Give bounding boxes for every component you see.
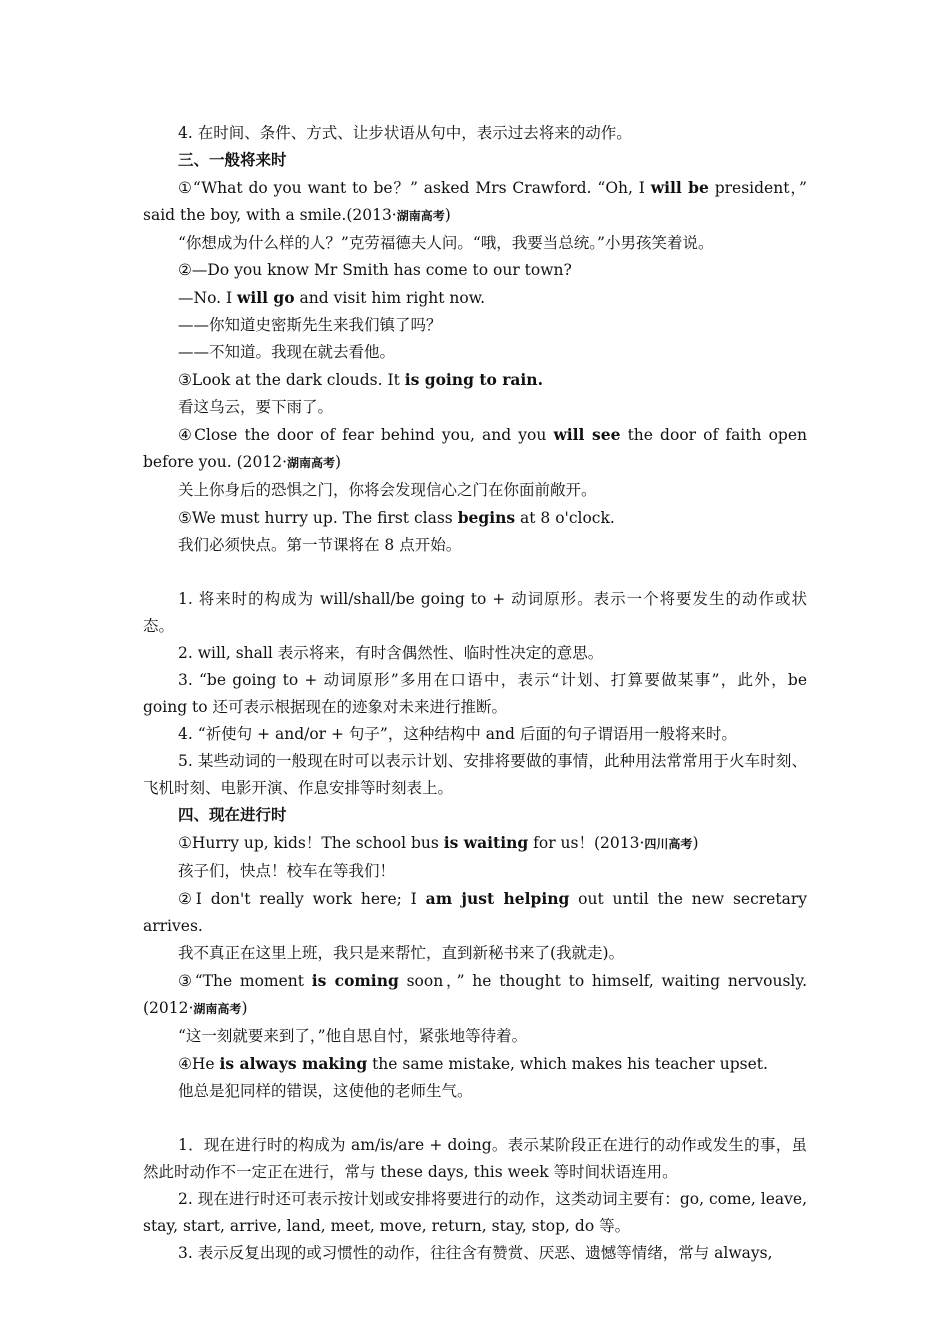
spacer [143,559,807,586]
progressive-example-1-translation: 孩子们，快点！校车在等我们！ [178,862,396,880]
progressive-example-2: ②I don't really work here; I am just helping out until the new secretary arrives. [143,889,807,935]
future-note-3: 3. “be going to + 动词原形”多用在口语中，表示“计划、打算要做某事”，此外，be going to 还可表示根据现在的迹象对未来进行推断。 [143,671,807,716]
example-3: ③Look at the dark clouds. It is going to rain. [178,370,543,389]
example-5: ⑤We must hurry up. The first class begins at 8 o'clock. [178,508,615,527]
example-2-answer: —No. I will go and visit him right now. [178,288,486,307]
progressive-note-3: 3. 表示反复出现的或习惯性的动作，往往含有赞赏、厌恶、遗憾等情绪，常与 always, [178,1244,773,1262]
example-2-translation-b: ——不知道。我现在就去看他。 [178,343,396,361]
future-note-5: 5. 某些动词的一般现在时可以表示计划、安排将要做的事情，此种用法常常用于火车时刻、飞机时刻、电影开演、作息安排等时刻表上。 [143,752,807,797]
example-2-translation-a: ——你知道史密斯先生来我们镇了吗？ [178,316,442,334]
spacer [143,1105,807,1132]
section-heading-present-progressive: 四、现在进行时 [178,806,287,824]
progressive-note-1: 1．现在进行时的构成为 am/is/are + doing。表示某阶段正在进行的动作或发生的事，虽然此时动作不一定正在进行，常与 these days, this week 等时间状语连用。 [143,1136,807,1181]
past-future-note-4: 4. 在时间、条件、方式、让步状语从句中，表示过去将来的动作。 [178,124,632,142]
progressive-example-1: ①Hurry up, kids！The school bus is waiting for us！(2013·四川高考) [178,833,699,852]
example-3-translation: 看这乌云，要下雨了。 [178,398,334,416]
section-heading-simple-future: 三、一般将来时 [178,151,287,169]
progressive-note-2: 2. 现在进行时还可表示按计划或安排将要进行的动作，这类动词主要有：go, come, leave, stay, start, arrive, land, meet, move, return, stay, stop, do 等。 [143,1190,807,1235]
example-4: ④Close the door of fear behind you, and you will see the door of faith open before you. (2012·湖南高考) [143,425,807,471]
progressive-example-2-translation: 我不真正在这里上班，我只是来帮忙，直到新秘书来了(我就走)。 [178,944,625,962]
progressive-example-3: ③“The moment is coming soon，” he thought to himself, waiting nervously.(2012·湖南高考) [143,971,808,1017]
future-note-4: 4. “祈使句 + and/or + 句子”，这种结构中 and 后面的句子谓语用一般将来时。 [178,725,737,743]
example-1-translation: “你想成为什么样的人？”克劳福德夫人问。“哦，我要当总统。”小男孩笑着说。 [178,234,714,252]
future-note-2: 2. will, shall 表示将来，有时含偶然性、临时性决定的意思。 [178,644,604,662]
progressive-example-4-translation: 他总是犯同样的错误，这使他的老师生气。 [178,1082,473,1100]
example-2-question: ②—Do you know Mr Smith has come to our town? [178,261,572,279]
example-4-translation: 关上你身后的恐惧之门，你将会发现信心之门在你面前敞开。 [178,481,597,499]
document-body [143,120,807,1267]
future-note-1: 1. 将来时的构成为 will/shall/be going to + 动词原形。表示一个将要发生的动作或状态。 [143,590,807,635]
progressive-example-4: ④He is always making the same mistake, which makes his teacher upset. [178,1054,768,1073]
example-5-translation: 我们必须快点。第一节课将在 8 点开始。 [178,536,462,554]
example-1: ①“What do you want to be？” asked Mrs Crawford. “Oh, I will be president，” said the boy, with a smile.(2013·湖南高考) [143,178,807,224]
progressive-example-3-translation: “这一刻就要来到了，”他自思自忖，紧张地等待着。 [178,1027,528,1045]
